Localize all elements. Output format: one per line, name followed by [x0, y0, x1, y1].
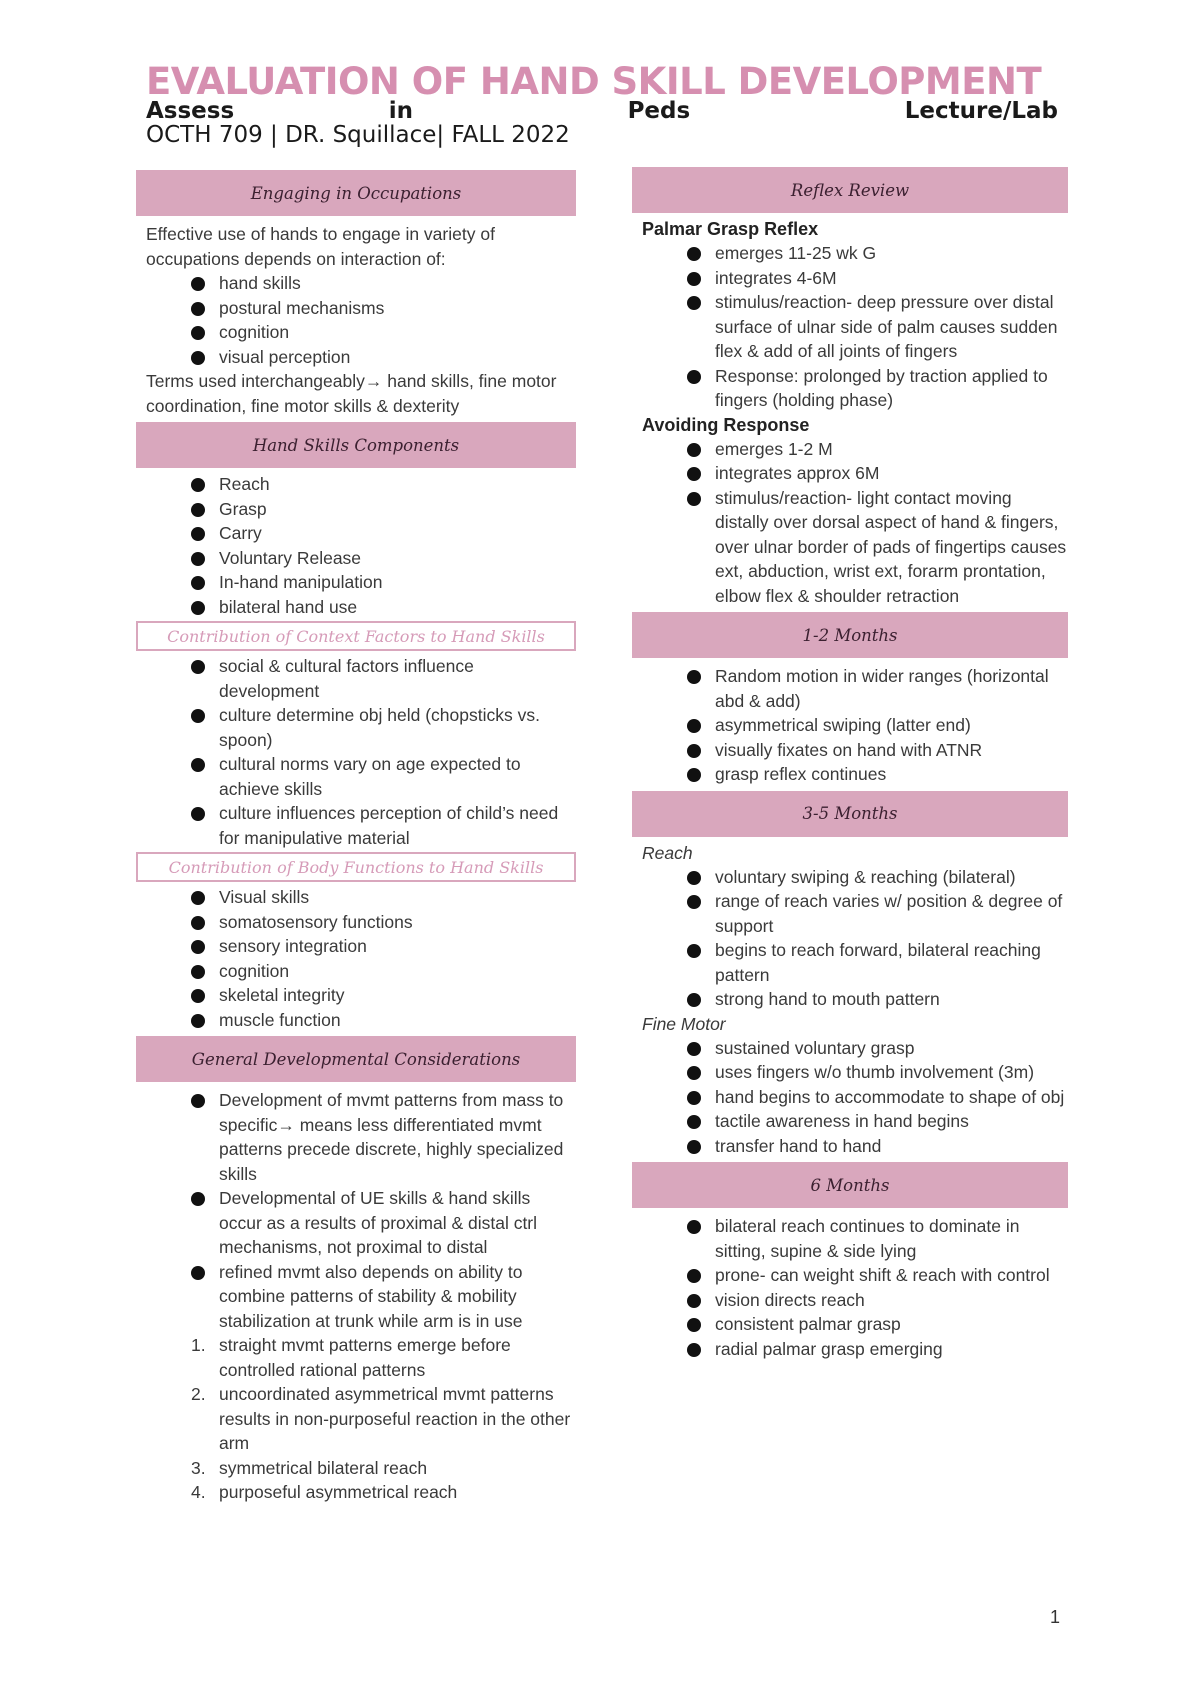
item-text: uncoordinated asymmetrical mvmt patterns results in non-purposeful reaction in the other arm [219, 1384, 571, 1453]
list-item: bilateral reach continues to dominate in sitting, supine & side lying [687, 1214, 1068, 1263]
list-item: strong hand to mouth pattern [687, 987, 1068, 1012]
components-section [136, 468, 576, 621]
months-6-list [642, 1214, 1068, 1361]
months-1-2-section [632, 658, 1068, 791]
list-item: stimulus/reaction- light contact moving distally over dorsal aspect of hand & fingers, over ulnar border of pads of fingertips causes ext, abduction, wrist ext, forarm prontation, elbow flex & shoulder retraction [687, 486, 1068, 609]
list-item: hand skills [191, 271, 576, 296]
list-item: Voluntary Release [191, 546, 576, 571]
body-functions-heading: Contribution of Body Functions to Hand Skills [136, 852, 576, 882]
numbered-item [191, 1456, 576, 1481]
list-item: Development of mvmt patterns from mass to specific→ means less differentiated mvmt patterns precede discrete, highly specialized skills [191, 1088, 576, 1186]
list-item: radial palmar grasp emerging [687, 1337, 1068, 1362]
terms-text: Terms used interchangeably→ hand skills, fine motor coordination, fine motor skills & dexterity [146, 371, 557, 416]
list-item: uses fingers w/o thumb involvement (3m) [687, 1060, 1068, 1085]
numbered-item [191, 1333, 576, 1382]
list-item: transfer hand to hand [687, 1134, 1068, 1159]
palmar-grasp-title: Palmar Grasp Reflex [642, 219, 819, 239]
list-item: In-hand manipulation [191, 570, 576, 595]
fine-motor-label: Fine Motor [642, 1013, 726, 1034]
course-line: OCTH 709 | DR. Squillace| FALL 2022 [146, 122, 570, 148]
list-item: refined mvmt also depends on ability to combine patterns of stability & mobility stabilization at trunk while arm is in use [191, 1260, 576, 1334]
list-item: Random motion in wider ranges (horizontal abd & add) [687, 664, 1068, 713]
item-number: 1. [191, 1335, 206, 1355]
list-item: voluntary swiping & reaching (bilateral) [687, 865, 1068, 890]
document-title: EVALUATION OF HAND SKILL DEVELOPMENT [146, 60, 1042, 103]
months-6-heading: 6 Months [632, 1162, 1068, 1208]
components-list [146, 472, 576, 619]
list-item: cultural norms vary on age expected to achieve skills [191, 752, 576, 801]
general-heading: General Developmental Considerations [136, 1036, 576, 1082]
list-item: sensory integration [191, 934, 576, 959]
list-item: integrates approx 6M [687, 461, 1068, 486]
list-item: Visual skills [191, 885, 576, 910]
item-text: symmetrical bilateral reach [219, 1457, 428, 1478]
item-number: 3. [191, 1457, 206, 1478]
engaging-list [146, 271, 576, 369]
item-number: 2. [191, 1384, 206, 1404]
list-item: Reach [191, 472, 576, 497]
list-item: visual perception [191, 345, 576, 370]
list-item: Developmental of UE skills & hand skills occur as a results of proximal & distal ctrl mechanisms, not proximal to distal [191, 1186, 576, 1260]
item-text: purposeful asymmetrical reach [219, 1482, 458, 1502]
engaging-section [136, 216, 576, 422]
months-6-section [632, 1208, 1068, 1365]
list-item: Grasp [191, 497, 576, 522]
list-item: range of reach varies w/ position & degree of support [687, 889, 1068, 938]
subtitle-in: in [388, 98, 413, 124]
list-item: begins to reach forward, bilateral reaching pattern [687, 938, 1068, 987]
components-heading: Hand Skills Components [136, 422, 576, 468]
list-item: visually fixates on hand with ATNR [687, 738, 1068, 763]
list-item: culture determine obj held (chopsticks vs. spoon) [191, 703, 576, 752]
list-item: social & cultural factors influence development [191, 654, 576, 703]
context-list [146, 654, 576, 850]
list-item: Carry [191, 521, 576, 546]
list-item: integrates 4-6M [687, 266, 1068, 291]
avoiding-list [642, 437, 1068, 609]
general-numbered-list [146, 1333, 576, 1505]
engaging-intro: Effective use of hands to engage in variety of occupations depends on interaction of: [146, 224, 495, 269]
engaging-heading: Engaging in Occupations [136, 170, 576, 216]
context-heading: Contribution of Context Factors to Hand Skills [136, 621, 576, 651]
subtitle-assess: Assess [146, 98, 235, 124]
reflex-heading: Reflex Review [632, 167, 1068, 213]
body-functions-list [146, 885, 576, 1032]
avoiding-response-title: Avoiding Response [642, 414, 810, 435]
list-item: skeletal integrity [191, 983, 576, 1008]
list-item: cognition [191, 959, 576, 984]
list-item: prone- can weight shift & reach with control [687, 1263, 1068, 1288]
reach-label: Reach [642, 842, 693, 863]
list-item: asymmetrical swiping (latter end) [687, 713, 1068, 738]
numbered-item [191, 1382, 576, 1456]
list-item: emerges 11-25 wk G [687, 241, 1068, 266]
list-item: hand begins to accommodate to shape of obj [687, 1085, 1068, 1110]
list-item: somatosensory functions [191, 910, 576, 935]
months-1-2-heading: 1-2 Months [632, 612, 1068, 658]
subtitle-lecture-lab: Lecture/Lab [904, 98, 1058, 124]
list-item: culture influences perception of child’s need for manipulative material [191, 801, 576, 850]
list-item: bilateral hand use [191, 595, 576, 620]
list-item: tactile awareness in hand begins [687, 1109, 1068, 1134]
months-3-5-heading: 3-5 Months [632, 791, 1068, 837]
item-text: straight mvmt patterns emerge before controlled rational patterns [219, 1335, 511, 1380]
fine-motor-list [642, 1036, 1068, 1159]
subtitle-row [146, 98, 1058, 124]
page-number: 1 [1050, 1607, 1061, 1627]
list-item: muscle function [191, 1008, 576, 1033]
months-3-5-section [632, 837, 1068, 1163]
reflex-section [632, 213, 1068, 612]
reach-list [642, 865, 1068, 1012]
numbered-item [191, 1480, 576, 1505]
list-item: emerges 1-2 M [687, 437, 1068, 462]
months-1-2-list [642, 664, 1068, 787]
item-number: 4. [191, 1482, 206, 1502]
left-column [136, 170, 576, 1509]
context-section [136, 651, 576, 852]
right-column [632, 167, 1068, 1365]
list-item: postural mechanisms [191, 296, 576, 321]
subtitle-peds: Peds [627, 98, 691, 124]
list-item: consistent palmar grasp [687, 1312, 1068, 1337]
list-item: stimulus/reaction- deep pressure over distal surface of ulnar side of palm causes sudden flex & add of all joints of fingers [687, 290, 1068, 364]
general-section [136, 1082, 576, 1509]
body-functions-section [136, 882, 576, 1036]
list-item: Response: prolonged by traction applied to fingers (holding phase) [687, 364, 1068, 413]
palmar-list [642, 241, 1068, 413]
list-item: vision directs reach [687, 1288, 1068, 1313]
list-item: grasp reflex continues [687, 762, 1068, 787]
list-item: sustained voluntary grasp [687, 1036, 1068, 1061]
general-list [146, 1088, 576, 1333]
list-item: cognition [191, 320, 576, 345]
